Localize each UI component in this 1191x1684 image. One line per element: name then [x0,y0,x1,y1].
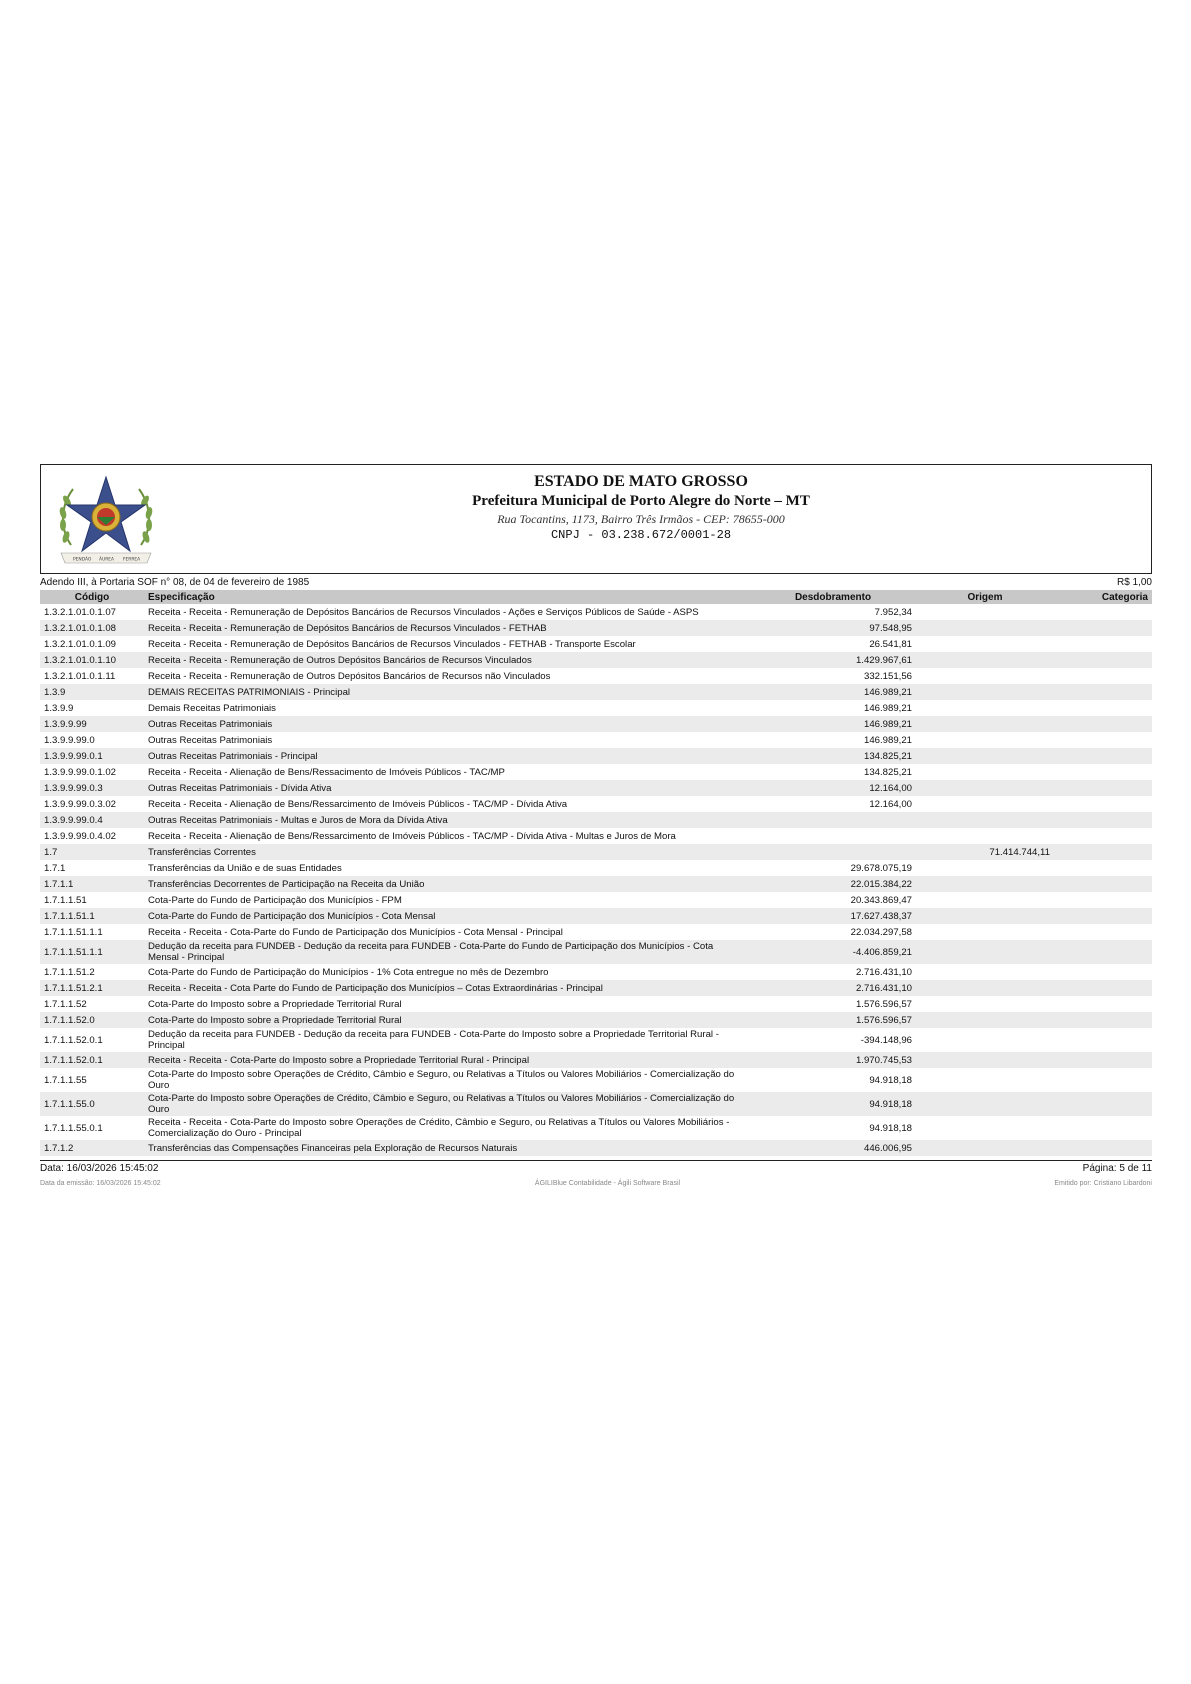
report-meta [40,576,1152,590]
cell-codigo: 1.7.1.1.51.2.1 [44,982,103,994]
cell-categoria [1054,860,1152,876]
cell-desdobramento [750,812,916,828]
cell-codigo: 1.3.9.9.99 [44,718,87,730]
cell-especificacao: Cota-Parte do Fundo de Participação do Municípios - 1% Cota entregue no mês de Dezembro [148,966,549,978]
cell-origem [916,620,1054,636]
report-page [40,464,1152,1187]
cell-codigo: 1.7.1.1.52.0.1 [44,1034,103,1046]
cell-desdobramento: 7.952,34 [874,606,912,618]
cell-especificacao: Receita - Receita - Remuneração de Depósitos Bancários de Recursos Vinculados - FETHAB - Transporte Escolar [148,638,636,650]
cell-desdobramento: 2.716.431,10 [855,982,912,994]
cell-desdobramento: 12.164,00 [869,782,912,794]
table-row [40,1092,1152,1116]
table-row [40,652,1152,668]
cell-origem [916,796,1054,812]
table-row [40,996,1152,1012]
cell-codigo: 1.3.9.9.99.0.4 [44,814,103,826]
cell-especificacao: Cota-Parte do Fundo de Participação dos Municípios - Cota Mensal [148,910,436,922]
cell-especificacao: Transferências da União e de suas Entidades [148,862,342,874]
cell-codigo: 1.3.2.1.01.0.1.11 [44,670,116,682]
svg-text:PENDÃO: PENDÃO [73,557,92,563]
cell-especificacao: Outras Receitas Patrimoniais - Multas e Juros de Mora da Dívida Ativa [148,814,448,826]
cell-categoria [1054,828,1152,844]
cell-categoria [1054,1092,1152,1116]
cell-desdobramento [750,844,916,860]
table-row [40,1012,1152,1028]
report-date: Data: 16/03/2026 15:45:02 [40,1163,159,1174]
cell-categoria [1054,604,1152,620]
cell-origem [916,1012,1054,1028]
cell-desdobramento: 2.716.431,10 [855,966,912,978]
table-row [40,716,1152,732]
cell-origem [916,876,1054,892]
col-header-especificacao: Especificação [144,590,750,604]
cell-desdobramento: 146.989,21 [863,686,912,698]
table-row [40,620,1152,636]
cell-origem [916,812,1054,828]
cell-desdobramento: 446.006,95 [863,1142,912,1154]
cell-especificacao: Demais Receitas Patrimoniais [148,702,276,714]
cell-categoria [1054,964,1152,980]
cell-origem [916,604,1054,620]
cell-desdobramento: 1.429.967,61 [855,654,912,666]
cell-categoria [1054,1116,1152,1140]
cell-origem [916,924,1054,940]
cell-origem [916,1140,1054,1156]
cnpj: CNPJ - 03.238.672/0001-28 [550,528,732,542]
table-row [40,844,1152,860]
table-row [40,980,1152,996]
cell-desdobramento: 12.164,00 [869,798,912,810]
cell-codigo: 1.7.1.1.51.2 [44,966,95,978]
table-row [40,812,1152,828]
cell-desdobramento: -4.406.859,21 [852,946,912,958]
cell-origem [916,1028,1054,1052]
table-row [40,780,1152,796]
cell-categoria [1054,764,1152,780]
table-header-row [40,590,1152,604]
cell-codigo: 1.3.9.9.99.0.1.02 [44,766,117,778]
table-row [40,604,1152,620]
cell-especificacao: Receita - Receita - Cota-Parte do Imposto sobre Operações de Crédito, Câmbio e Seguro, ou Relativas a Títulos ou Valores Mobiliários - Comercialização do Ouro - Principal [148,1117,730,1139]
col-header-codigo: Código [40,590,144,604]
cell-especificacao: Dedução da receita para FUNDEB - Dedução da receita para FUNDEB - Cota-Parte do Imposto sobre a Propriedade Territorial Rural - Principal [148,1029,719,1051]
cell-especificacao: Outras Receitas Patrimoniais [148,718,273,730]
cell-desdobramento: 332.151,56 [863,670,912,682]
cell-categoria [1054,996,1152,1012]
cell-codigo: 1.3.2.1.01.0.1.08 [44,622,117,634]
cell-codigo: 1.7.1.1.51.1 [44,910,95,922]
table-row [40,668,1152,684]
svg-text:FERREA: FERREA [123,557,141,563]
table-row [40,1116,1152,1140]
cell-categoria [1054,1028,1152,1052]
legal-reference: Adendo III, à Portaria SOF n° 08, de 04 de fevereiro de 1985 [40,577,310,588]
cell-especificacao: Receita - Receita - Alienação de Bens/Ressarcimento de Imóveis Públicos - TAC/MP - Dívida Ativa [148,798,568,810]
table-row [40,1052,1152,1068]
cell-origem [916,1092,1054,1116]
cell-origem [916,828,1054,844]
cell-origem [916,764,1054,780]
cell-especificacao: Outras Receitas Patrimoniais - Principal [148,750,318,762]
table-row [40,748,1152,764]
cell-especificacao: Receita - Receita - Remuneração de Depósitos Bancários de Recursos Vinculados - FETHAB [148,622,547,634]
cell-categoria [1054,1140,1152,1156]
cell-categoria [1054,668,1152,684]
cell-especificacao: Receita - Receita - Remuneração de Outros Depósitos Bancários de Recursos Vinculados [148,654,532,666]
cell-codigo: 1.7.1.1.51.1.1 [44,946,103,958]
table-row [40,892,1152,908]
cell-especificacao: Dedução da receita para FUNDEB - Dedução da receita para FUNDEB - Cota-Parte do Fundo de Participação dos Municípios - Cota Mensal - Principal [148,941,714,963]
cell-categoria [1054,1012,1152,1028]
issued-by: Emitido por: Cristiano Libardoni [1054,1180,1152,1187]
table-row [40,684,1152,700]
cell-codigo: 1.7.1.1.55 [44,1074,87,1086]
cell-desdobramento: 17.627.438,37 [850,910,912,922]
cell-desdobramento: 1.576.596,57 [855,998,912,1010]
cell-codigo: 1.7.1.1.51 [44,894,87,906]
cell-categoria [1054,732,1152,748]
cell-categoria [1054,812,1152,828]
cell-especificacao: Receita - Receita - Alienação de Bens/Ressacimento de Imóveis Públicos - TAC/MP [148,766,505,778]
cell-especificacao: Receita - Receita - Cota-Parte do Fundo de Participação dos Municípios - Cota Mensal - Principal [148,926,563,938]
cell-especificacao: Receita - Receita - Remuneração de Outros Depósitos Bancários de Recursos não Vinculados [148,670,551,682]
cell-origem [916,748,1054,764]
cell-desdobramento: 1.970.745,53 [855,1054,912,1066]
cell-codigo: 1.3.9.9.99.0.4.02 [44,830,117,842]
table-row [40,940,1152,964]
cell-codigo: 1.7.1 [44,862,66,874]
cell-categoria [1054,748,1152,764]
cell-especificacao: Receita - Receita - Cota Parte do Fundo de Participação dos Municípios – Cotas Extraordinárias - Principal [148,982,603,994]
cell-categoria [1054,1068,1152,1092]
cell-especificacao: Receita - Receita - Remuneração de Depósitos Bancários de Recursos Vinculados - Ações e Serviços Públicos de Saúde - ASPS [148,606,699,618]
table-row [40,700,1152,716]
cell-desdobramento: 146.989,21 [863,702,912,714]
cell-desdobramento: -394.148,96 [860,1034,912,1046]
table-row [40,1068,1152,1092]
cell-desdobramento: 94.918,18 [869,1122,912,1134]
cell-especificacao: Receita - Receita - Cota-Parte do Imposto sobre a Propriedade Territorial Rural - Principal [148,1054,530,1066]
table-row [40,1140,1152,1156]
cell-codigo: 1.3.2.1.01.0.1.07 [44,606,117,618]
cell-categoria [1054,780,1152,796]
cell-origem [916,1052,1054,1068]
cell-codigo: 1.3.9.9.99.0.1 [44,750,103,762]
cell-codigo: 1.3.9.9.99.0 [44,734,95,746]
cell-origem [916,940,1054,964]
cell-categoria [1054,1052,1152,1068]
cell-desdobramento: 22.034.297,58 [850,926,912,938]
cell-origem [916,668,1054,684]
cell-especificacao: Outras Receitas Patrimoniais [148,734,273,746]
cell-origem [916,700,1054,716]
svg-text:ÁUREA: ÁUREA [99,557,115,563]
cell-categoria [1054,876,1152,892]
address: Rua Tocantins, 1173, Bairro Três Irmãos - CEP: 78655-000 [497,512,785,526]
report-header [40,464,1152,574]
emission-date: Data da emissão: 16/03/2026 15:45:02 [40,1180,161,1187]
table-row [40,732,1152,748]
cell-origem [916,964,1054,980]
cell-codigo: 1.7.1.1.52.0 [44,1014,95,1026]
cell-origem [916,980,1054,996]
table-row [40,636,1152,652]
cell-codigo: 1.3.9.9.99.0.3.02 [44,798,117,810]
cell-categoria [1054,924,1152,940]
cell-desdobramento: 146.989,21 [863,734,912,746]
cell-origem [916,732,1054,748]
cell-codigo: 1.7.1.1.52 [44,998,87,1010]
cell-codigo: 1.7.1.2 [44,1142,74,1154]
cell-codigo: 1.7.1.1 [44,878,74,890]
table-row [40,876,1152,892]
cell-origem [916,860,1054,876]
cell-desdobramento: 94.918,18 [869,1074,912,1086]
cell-categoria [1054,636,1152,652]
cell-especificacao: DEMAIS RECEITAS PATRIMONIAIS - Principal [148,686,351,698]
cell-desdobramento: 94.918,18 [869,1098,912,1110]
cell-categoria [1054,908,1152,924]
prefecture-name: Prefeitura Municipal de Porto Alegre do Norte – MT [472,493,810,509]
cell-origem [916,1116,1054,1140]
emission-footer [40,1180,1152,1187]
cell-codigo: 1.3.9.9.99.0.3 [44,782,103,794]
cell-codigo: 1.7 [44,846,58,858]
cell-categoria [1054,716,1152,732]
cell-especificacao: Transferências das Compensações Financeiras pela Exploração de Recursos Naturais [148,1142,518,1154]
cell-desdobramento: 134.825,21 [863,750,912,762]
cell-especificacao: Cota-Parte do Imposto sobre a Propriedade Territorial Rural [148,1014,402,1026]
col-header-categoria: Categoria [1054,590,1152,604]
table-row [40,764,1152,780]
cell-categoria [1054,652,1152,668]
cell-desdobramento: 134.825,21 [863,766,912,778]
revenue-table [40,590,1152,1156]
cell-categoria [1054,892,1152,908]
cell-categoria [1054,684,1152,700]
table-row [40,924,1152,940]
cell-origem [916,716,1054,732]
cell-especificacao: Outras Receitas Patrimoniais - Dívida Ativa [148,782,332,794]
cell-desdobramento: 146.989,21 [863,718,912,730]
page-number: Página: 5 de 11 [1082,1163,1152,1174]
cell-desdobramento: 20.343.869,47 [850,894,912,906]
software-name: ÁGILIBlue Contabilidade - Ágili Software Brasil [534,1180,681,1187]
cell-codigo: 1.7.1.1.55.0 [44,1098,95,1110]
cell-especificacao: Receita - Receita - Alienação de Bens/Ressarcimento de Imóveis Públicos - TAC/MP - Dívida Ativa - Multas e Juros de Mora [148,830,676,842]
cell-categoria [1054,700,1152,716]
cell-origem [916,1068,1054,1092]
cell-desdobramento: 29.678.075,19 [850,862,912,874]
col-header-origem: Origem [916,590,1054,604]
cell-origem [916,892,1054,908]
cell-desdobramento: 26.541,81 [869,638,912,650]
cell-origem [916,996,1054,1012]
cell-desdobramento: 22.015.384,22 [850,878,912,890]
cell-especificacao: Cota-Parte do Imposto sobre Operações de Crédito, Câmbio e Seguro, ou Relativas a Títulos ou Valores Mobiliários - Comercialização do Ouro [148,1069,735,1091]
cell-codigo: 1.7.1.1.51.1.1 [44,926,103,938]
cell-categoria [1054,980,1152,996]
cell-codigo: 1.3.2.1.01.0.1.09 [44,638,117,650]
cell-especificacao: Cota-Parte do Imposto sobre a Propriedade Territorial Rural [148,998,402,1010]
cell-codigo: 1.3.9 [44,686,66,698]
cell-especificacao: Cota-Parte do Fundo de Participação dos Municípios - FPM [148,894,402,906]
cell-especificacao: Cota-Parte do Imposto sobre Operações de Crédito, Câmbio e Seguro, ou Relativas a Títulos ou Valores Mobiliários - Comercialização do Ouro [148,1093,735,1115]
cell-origem [916,636,1054,652]
cell-especificacao: Transferências Correntes [148,846,256,858]
cell-origem [916,684,1054,700]
report-footer [40,1161,1152,1176]
cell-codigo: 1.7.1.1.52.0.1 [44,1054,103,1066]
cell-origem: 71.414.744,11 [989,846,1050,858]
col-header-desdobramento: Desdobramento [750,590,916,604]
cell-categoria [1054,620,1152,636]
cell-desdobramento: 1.576.596,57 [855,1014,912,1026]
table-row [40,1028,1152,1052]
table-row [40,964,1152,980]
table-row [40,860,1152,876]
cell-desdobramento: 97.548,95 [869,622,912,634]
currency-unit: R$ 1,00 [1116,577,1152,588]
cell-origem [916,652,1054,668]
cell-categoria [1054,844,1152,860]
cell-categoria [1054,940,1152,964]
cell-origem [916,780,1054,796]
cell-codigo: 1.3.9.9 [44,702,74,714]
cell-especificacao: Transferências Decorrentes de Participação na Receita da União [148,878,425,890]
cell-categoria [1054,796,1152,812]
table-row [40,796,1152,812]
cell-origem [916,908,1054,924]
state-name: ESTADO DE MATO GROSSO [534,473,748,490]
cell-codigo: 1.7.1.1.55.0.1 [44,1122,103,1134]
cell-desdobramento [750,828,916,844]
table-row [40,828,1152,844]
cell-codigo: 1.3.2.1.01.0.1.10 [44,654,117,666]
table-row [40,908,1152,924]
